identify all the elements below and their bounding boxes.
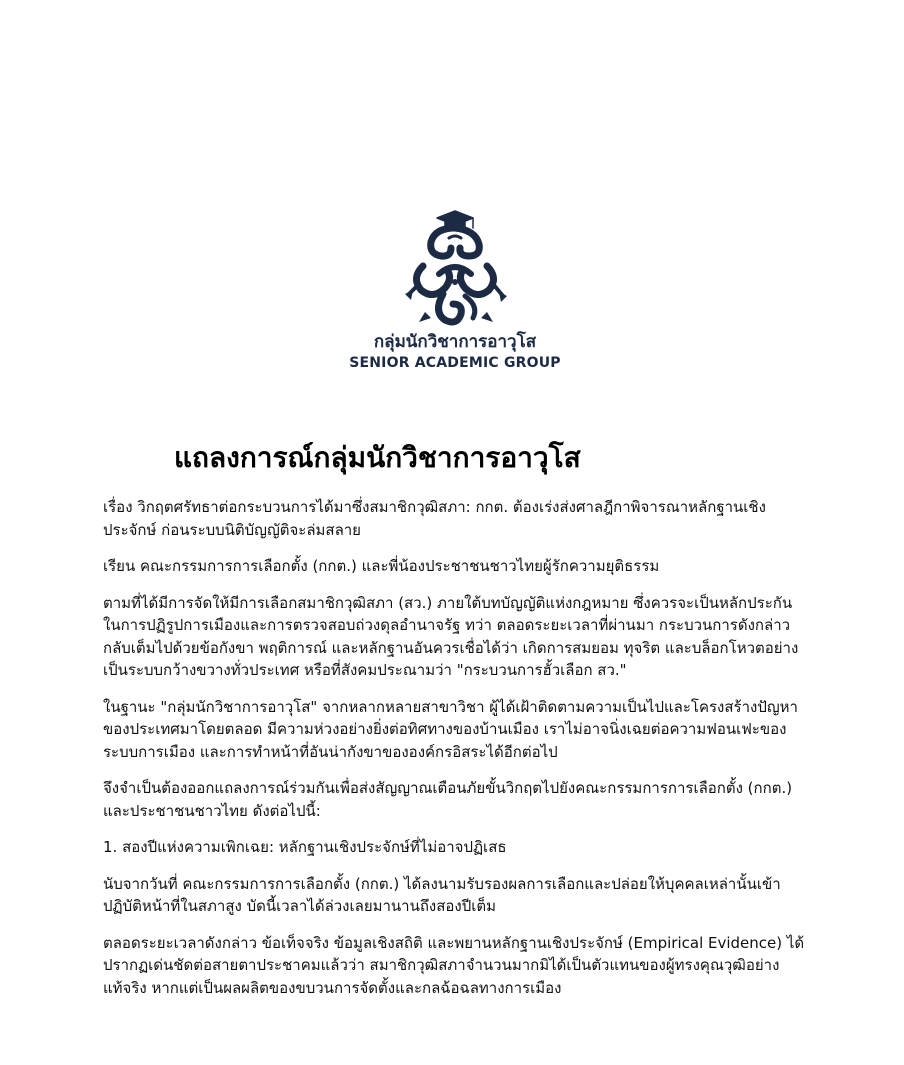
salutation-paragraph: เรียน คณะกรรมการการเลือกตั้ง (กกต.) และพี่น้องประชาชนชาวไทยผู้รักความยุติธรรม [103, 557, 660, 575]
logo-thai-name: กลุ่มนักวิชาการอาวุโส [373, 332, 537, 352]
logo-english-name: SENIOR ACADEMIC GROUP [349, 355, 561, 371]
body-paragraph: ตลอดระยะเวลาดังกล่าว ข้อเท็จจริง ข้อมูลเชิงสถิติ และพยานหลักฐานเชิงประจักษ์ (Empirical Evidence) ได้ปรากฏเด่นชัดต่อสายตาประชาคมแล้วว่า สมาชิกวุฒิสภาจำนวนมากมิได้เป็นตัวแทนของผู้ทรงคุณวุฒิอย่างแท้จริง หากแต่เป็นผลผลิตของขบวนการจัดตั้งและกลฉ้อฉลทางการเมือง [103, 933, 805, 997]
logo [333, 168, 577, 414]
body-paragraph: จึงจำเป็นต้องออกแถลงการณ์ร่วมกันเพื่อส่งสัญญาณเตือนภัยขั้นวิกฤตไปยังคณะกรรมการการเลือกตั้ง (กกต.) และประชาชนชาวไทย ดังต่อไปนี้: [103, 779, 793, 820]
section-heading: 1. สองปีแห่งความเพิกเฉย: หลักฐานเชิงประจักษ์ที่ไม่อาจปฏิเสธ [103, 838, 507, 856]
body-paragraph: ในฐานะ "กลุ่มนักวิชาการอาวุโส" จากหลากหลายสาขาวิชา ผู้ได้เฝ้าติดตามความเป็นไปและโครงสร้างปัญหาของประเทศมาโดยตลอด มีความห่วงอย่างยิ่งต่อทิศทางของบ้านเมือง เราไม่อาจนิ่งเฉยต่อความฟอนเฟะของระบบการเมือง และการทำหน้าที่อันน่ากังขาขององค์กรอิสระได้อีกต่อไป [103, 697, 798, 761]
graduation-cap-ornament-icon [403, 208, 509, 328]
document-title: แถลงการณ์กลุ่มนักวิชาการอาวุโส [174, 441, 581, 474]
body-paragraph: ตามที่ได้มีการจัดให้มีการเลือกสมาชิกวุฒิสภา (สว.) ภายใต้บทบัญญัติแห่งกฎหมาย ซึ่งควรจะเป็นหลักประกันในการปฏิรูปการเมืองและการตรวจสอบถ่วงดุลอำนาจรัฐ ทว่า ตลอดระยะเวลาที่ผ่านมา กระบวนการดังกล่าวกลับเต็มไปด้วยข้อกังขา พฤติการณ์ และหลักฐานอันควรเชื่อได้ว่า เกิดการสมยอม ทุจริต และบล็อกโหวตอย่างเป็นระบบกว้างขวางทั่วประเทศ หรือที่สังคมประณามว่า "กระบวนการฮั้วเลือก สว." [103, 593, 799, 679]
document-body [103, 496, 809, 1013]
subject-paragraph: เรื่อง วิกฤตศรัทธาต่อกระบวนการได้มาซึ่งสมาชิกวุฒิสภา: กกต. ต้องเร่งส่งศาลฎีกาพิจารณาหลักฐานเชิงประจักษ์ ก่อนระบบนิติบัญญัติจะล่มสลาย [103, 498, 766, 539]
body-paragraph: นับจากวันที่ คณะกรรมการการเลือกตั้ง (กกต.) ได้ลงนามรับรองผลการเลือกและปล่อยให้บุคคลเหล่านั้นเข้าปฏิบัติหน้าที่ในสภาสูง บัดนี้เวลาได้ล่วงเลยมานานถึงสองปีเต็ม [103, 874, 781, 915]
